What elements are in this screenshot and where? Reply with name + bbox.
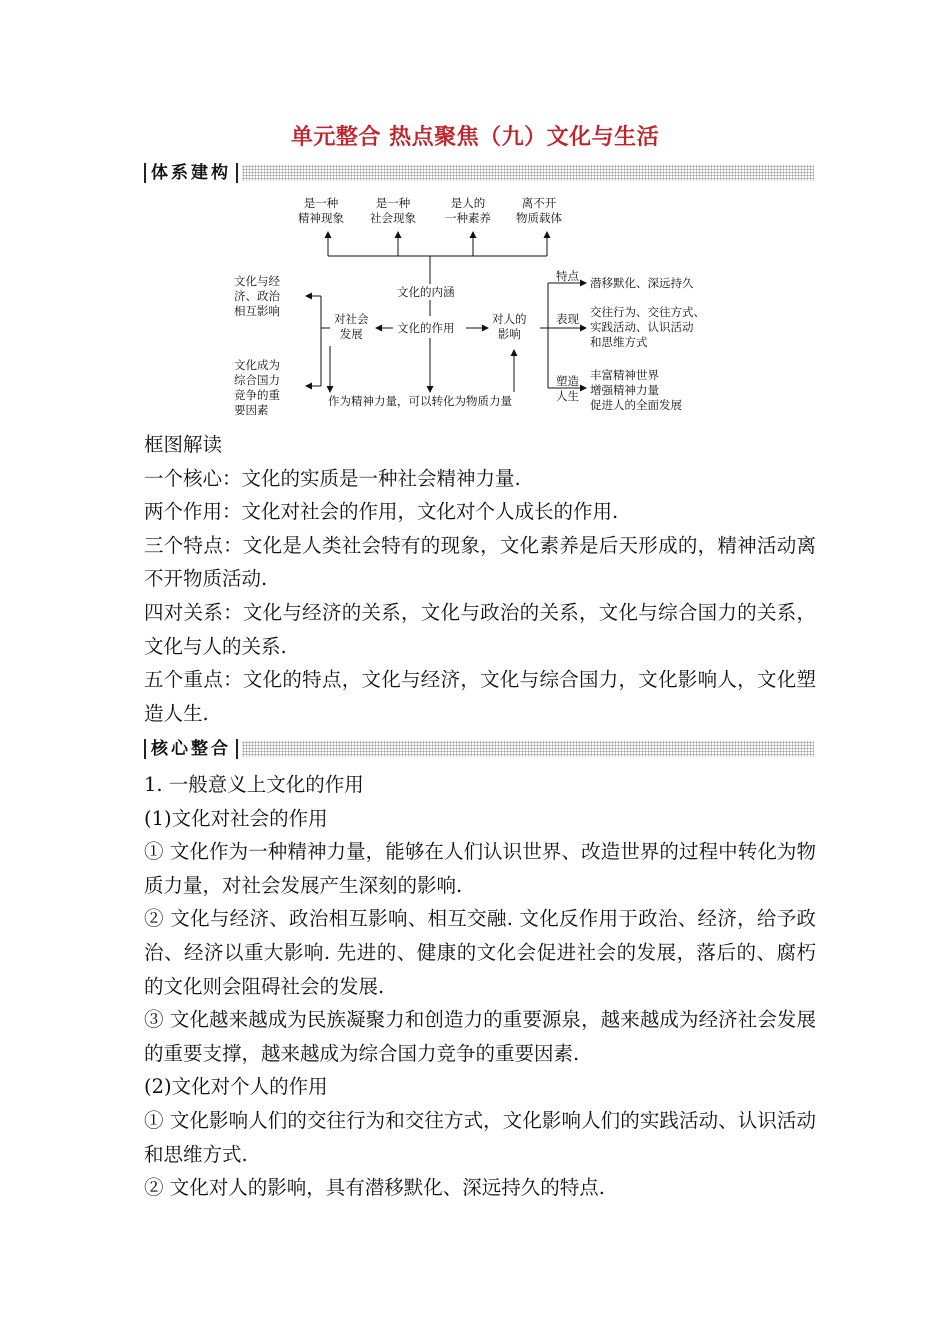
concept-diagram [226,188,726,420]
section-label: 核心整合 [144,739,238,759]
interpretation-line: 一个核心：文化的实质是一种社会精神力量. [144,466,521,490]
diagram-box-human-quality: 是人的 一种素养 [445,196,491,225]
section-header-system [144,162,814,184]
section-label: 体系建构 [144,163,238,183]
core-line: ① 文化作为一种精神力量，能够在人们认识世界、改造世界的过程中转化为物质力量，对社会发展产生深刻的影响. [144,840,816,897]
diagram-branch-shape-text: 丰富精神世界 增强精神力量 促进人的全面发展 [590,368,682,412]
core-line: (2)文化对个人的作用 [144,1075,328,1099]
page-title: 单元整合 热点聚焦（九）文化与生活 [290,125,660,150]
diagram-label-national-power: 文化成为 综合国力 竞争的重 要因素 [234,358,280,417]
diagram-branch-features-text: 潜移默化、深远持久 [590,276,694,290]
section-header-core [144,738,814,760]
interpretation-block [144,428,816,730]
interpretation-heading: 框图解读 [144,433,223,456]
diagram-label-economy-politics: 文化与经 济、政治 相互影响 [234,274,280,318]
core-line: ③ 文化越来越成为民族凝聚力和创造力的重要源泉，越来越成为经济社会发展的重要支撑，越来越成为综合国力竞争的重要因素. [144,1008,816,1065]
interpretation-line: 两个作用：文化对社会的作用，文化对个人成长的作用. [144,500,619,524]
diagram-box-material-carrier: 离不开 物质载体 [516,196,562,225]
core-line: ② 文化与经济、政治相互影响、相互交融. 文化反作用于政治、经济，给予政治、经济以重大影响. 先进的、健康的文化会促进社会的发展，落后的、腐朽的文化则会阻碍社会的发展. [144,907,816,998]
core-line: ② 文化对人的影响，具有潜移默化、深远持久的特点. [144,1176,605,1200]
diagram-box-spiritual-phenomenon: 是一种 精神现象 [298,196,344,225]
diagram-branch-shape: 塑造 人生 [556,374,579,403]
diagram-label-role: 文化的作用 [397,321,455,335]
diagram-branch-features: 特点 [556,269,579,283]
interpretation-line: 四对关系：文化与经济的关系，文化与政治的关系，文化与综合国力的关系，文化与人的关系. [144,600,816,658]
core-block [144,768,816,1205]
core-line: ① 文化影响人们的交往行为和交往方式，文化影响人们的实践活动、认识活动和思维方式. [144,1108,816,1166]
core-line: (1)文化对社会的作用 [144,806,328,830]
diagram-label-person-effect: 对人的 影响 [492,312,527,341]
section-divider [242,741,814,757]
diagram-label-society-effect: 对社会 发展 [334,312,369,341]
diagram-label-bottom-note: 作为精神力量，可以转化为物质力量 [328,394,512,408]
diagram-label-connotation: 文化的内涵 [397,285,455,299]
diagram-branch-show-text: 交往行为、交往方式、 实践活动、认识活动 和思维方式 [590,305,705,349]
interpretation-line: 三个特点：文化是人类社会特有的现象，文化素养是后天形成的，精神活动离不开物质活动. [144,533,816,591]
diagram-branch-show: 表现 [556,312,579,326]
interpretation-line: 五个重点：文化的特点，文化与经济，文化与综合国力，文化影响人，文化塑造人生. [144,668,816,725]
core-line: 1. 一般意义上文化的作用 [144,773,364,796]
diagram-box-social-phenomenon: 是一种 社会现象 [370,196,416,225]
section-divider [242,165,814,181]
